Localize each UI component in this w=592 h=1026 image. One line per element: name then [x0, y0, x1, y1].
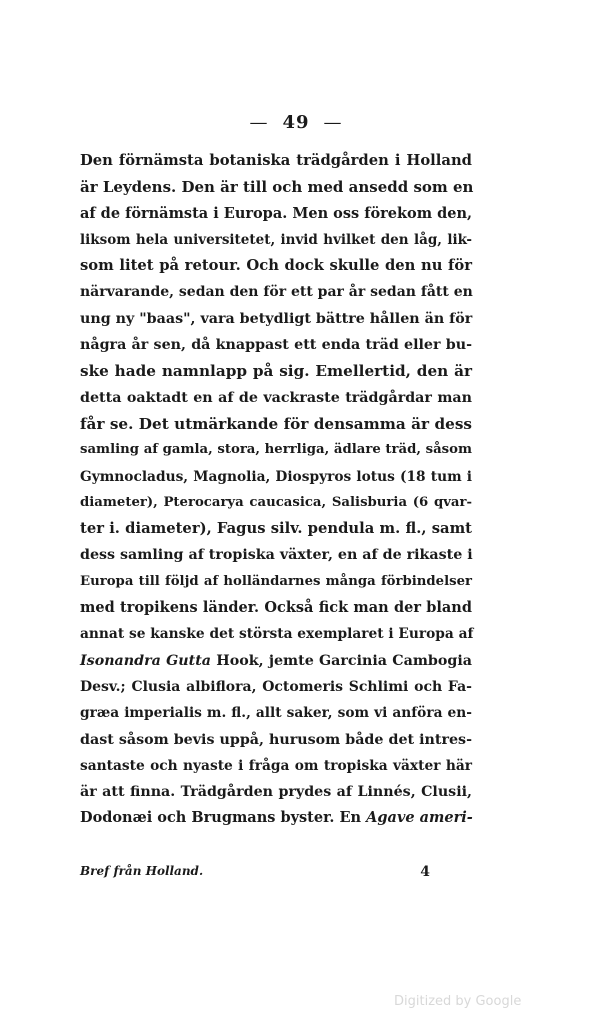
page-header — [0, 112, 592, 133]
text-line: ske hade namnlapp på sig. Emellertid, den är — [80, 362, 472, 381]
italic-term: Isonandra Gutta — [80, 652, 212, 669]
signature-title: Bref från Holland. — [80, 864, 204, 878]
text-line: liksom hela universitetet, invid hvilket den låg, lik- — [80, 231, 472, 248]
text-line: Desv.; Clusia albiflora, Octomeris Schlimi och Fa- — [80, 678, 472, 695]
text-line: som litet på retour. Och dock skulle den nu för — [80, 257, 472, 275]
text-line: får se. Det utmärkande för densamma är dess — [80, 414, 472, 433]
signature-number: 4 — [420, 864, 430, 880]
text-line: Den förnämsta botaniska trädgården i Holland — [80, 152, 472, 169]
body-text — [80, 148, 472, 832]
text-line: græa imperialis m. fl., allt saker, som vi anföra en- — [80, 705, 472, 722]
header-left-dash: — — [249, 112, 269, 133]
text-line: detta oaktadt en af de vackraste trädgårdar man — [80, 389, 472, 406]
text-line: annat se kanske det största exemplaret i Europa af — [80, 626, 474, 643]
text-line: Dodonæi och Brugmans byster. En Agave ameri- — [80, 809, 473, 827]
text-line: diameter), Pterocarya caucasica, Salisburia (6 qvar- — [80, 494, 472, 510]
text-line: dess samling af tropiska växter, en af de rikaste i — [80, 547, 473, 564]
text-line: några år sen, då knappast ett enda träd eller bu- — [80, 337, 472, 354]
text-line: ter i. diameter), Fagus silv. pendula m. fl., samt — [80, 520, 472, 538]
page-number: 49 — [282, 112, 310, 133]
text-line: Isonandra Gutta Hook, jemte Garcinia Cambogia — [80, 652, 472, 669]
text-line: närvarande, sedan den för ett par år sedan fått en — [80, 284, 473, 301]
text-line: ung ny "baas", vara betydligt bättre hållen än för — [80, 310, 473, 327]
text-line: santaste och nyaste i fråga om tropiska växter här — [80, 757, 472, 774]
watermark: Digitized by Google — [394, 994, 522, 1009]
text-line: dast såsom bevis uppå, hurusom både det intres- — [80, 731, 472, 748]
text-line: Gymnocladus, Magnolia, Diospyros lotus (18 tum i — [80, 468, 472, 485]
header-right-dash: — — [323, 112, 343, 133]
page-footer — [80, 864, 472, 884]
text-line: samling af gamla, stora, herrliga, ädlare träd, såsom — [80, 442, 472, 458]
text-line: Europa till följd af holländarnes många förbindelser — [80, 573, 472, 589]
text-line: med tropikens länder. Också fick man der bland — [80, 599, 472, 617]
text-line: af de förnämsta i Europa. Men oss förekom den, — [80, 204, 473, 222]
italic-term: Agave ameri- — [366, 809, 473, 827]
text-line: är att finna. Trädgården prydes af Linnés, Clusii, — [80, 784, 472, 801]
text-line: är Leydens. Den är till och med ansedd som en — [80, 178, 474, 197]
